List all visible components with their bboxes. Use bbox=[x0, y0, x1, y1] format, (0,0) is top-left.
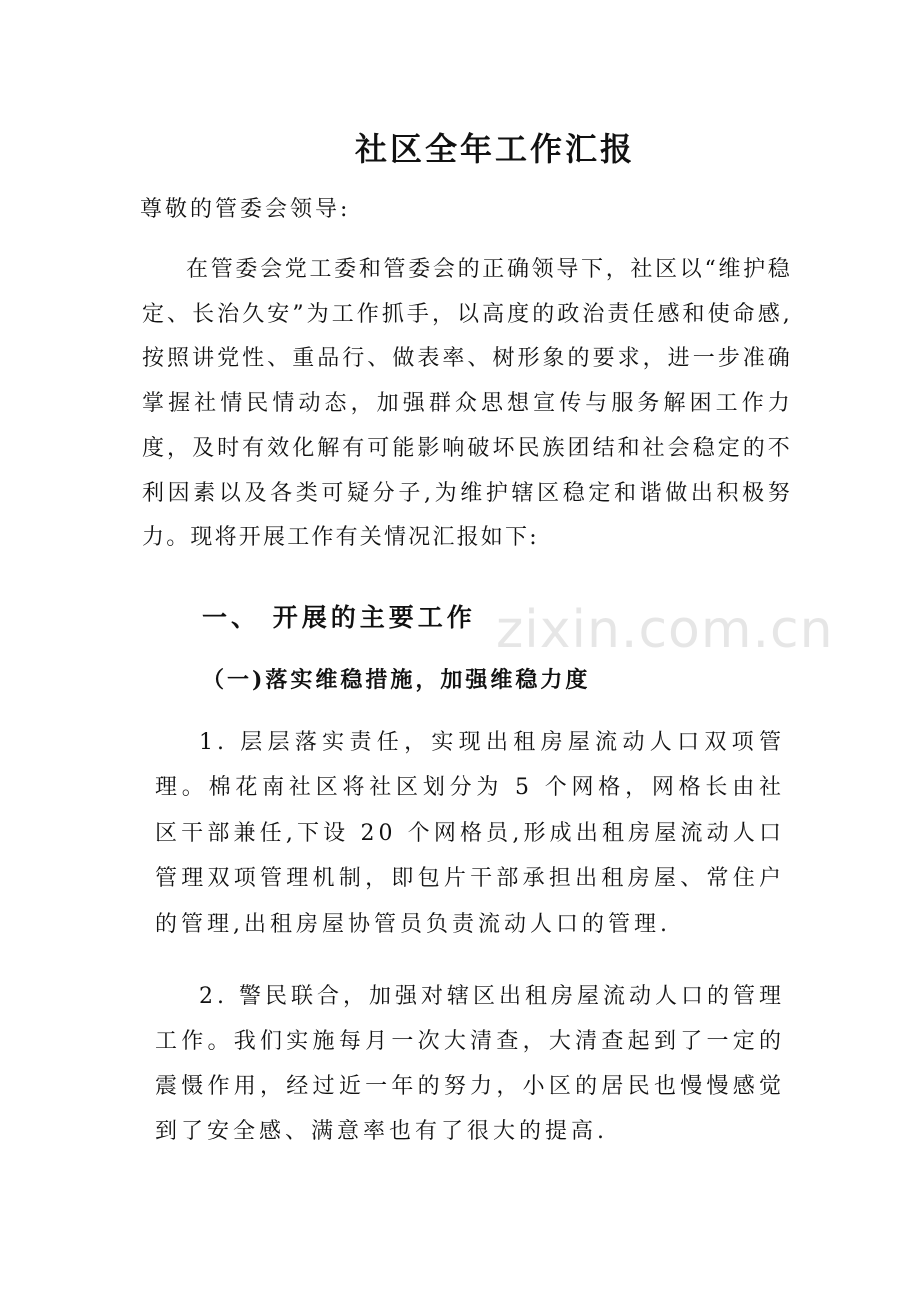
document-title: 社区全年工作汇报 bbox=[354, 130, 635, 168]
item-paragraph-1: 1. 层层落实责任，实现出租房屋流动人口双项管理。棉花南社区将社区划分为 5 个网格，网格长由社区干部兼任,下设 20 个网格员,形成出租房屋流动人口管理双项管理机制，即包片干部承担出租房屋、常住户的管理,出租房屋协管员负责流动人口的管理. bbox=[155, 730, 785, 937]
salutation: 尊敬的管委会领导: bbox=[140, 197, 351, 222]
subsection-heading: （一)落实维稳措施，加强维稳力度 bbox=[202, 667, 591, 693]
item-paragraph-2: 2. 警民联合，加强对辖区出租房屋流动人口的管理工作。我们实施每月一次大清查，大清查起到了一定的震慑作用，经过近一年的努力，小区的居民也慢慢感觉到了安全感、满意率也有了很大的提高. bbox=[155, 984, 785, 1144]
intro-paragraph: 在管委会党工委和管委会的正确领导下，社区以“维护稳定、长治久安”为工作抓手，以高度的政治责任感和使命感,按照讲党性、重品行、做表率、树形象的要求，进一步准确掌握社情民情动态，加强群众思想宣传与服务解困工作力度，及时有效化解有可能影响破坏民族团结和社会稳定的不利因素以及各类可疑分子,为维护辖区稳定和谐做出积极努力。现将开展工作有关情况汇报如下: bbox=[142, 257, 792, 551]
section-heading: 一、 开展的主要工作 bbox=[202, 603, 476, 632]
watermark: zixin.com.cn bbox=[496, 600, 834, 660]
